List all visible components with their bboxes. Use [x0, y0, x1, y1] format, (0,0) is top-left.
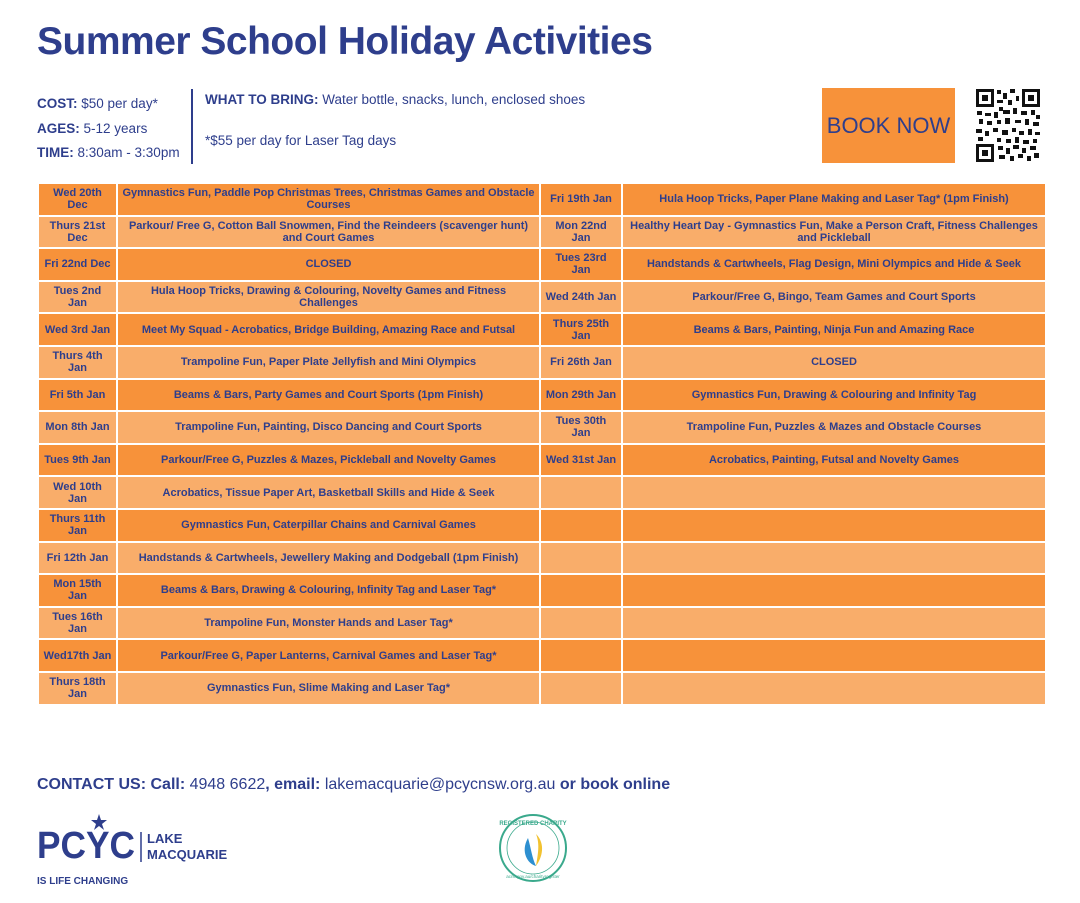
- price-note: *$55 per day for Laser Tag days: [205, 133, 397, 148]
- table-row: [38, 639, 1046, 672]
- date-cell: Thurs 25th Jan: [540, 313, 622, 346]
- activity-cell: Parkour/Free G, Paper Lanterns, Carnival Games and Laser Tag*: [117, 639, 540, 672]
- info-divider: [191, 89, 193, 164]
- date-cell: Fri 12th Jan: [38, 542, 117, 575]
- cost-value: $50 per day*: [81, 96, 158, 111]
- activity-cell: Healthy Heart Day - Gymnastics Fun, Make a Person Craft, Fitness Challenges and Pickleball: [622, 216, 1046, 249]
- table-row: [38, 216, 1046, 249]
- date-cell: [540, 607, 622, 640]
- date-cell: [540, 672, 622, 705]
- date-cell: Fri 5th Jan: [38, 379, 117, 412]
- contact-line: [37, 776, 670, 794]
- logo-sub2: MACQUARIE: [147, 847, 228, 862]
- activity-cell: [622, 672, 1046, 705]
- table-row: [38, 444, 1046, 477]
- date-cell: Tues 16th Jan: [38, 607, 117, 640]
- email-link[interactable]: lakemacquarie@pcycnsw.org.au: [324, 776, 556, 793]
- registered-charity-badge-icon: [498, 808, 568, 888]
- svg-text:REGISTERED CHARITY: REGISTERED CHARITY: [499, 821, 567, 827]
- date-cell: Mon 15th Jan: [38, 574, 117, 607]
- date-cell: Thurs 18th Jan: [38, 672, 117, 705]
- date-cell: [540, 574, 622, 607]
- table-row: [38, 281, 1046, 314]
- email-label: , email:: [265, 776, 321, 793]
- date-cell: Fri 26th Jan: [540, 346, 622, 379]
- activity-cell: Beams & Bars, Painting, Ninja Fun and Amazing Race: [622, 313, 1046, 346]
- time-label: TIME:: [37, 145, 74, 160]
- activity-cell: CLOSED: [117, 248, 540, 281]
- date-cell: Thurs 11th Jan: [38, 509, 117, 542]
- table-row: [38, 476, 1046, 509]
- date-cell: Tues 2nd Jan: [38, 281, 117, 314]
- table-row: [38, 607, 1046, 640]
- activity-cell: Gymnastics Fun, Paddle Pop Christmas Trees, Christmas Games and Obstacle Courses: [117, 183, 540, 216]
- book-now-button[interactable]: BOOK NOW: [822, 88, 955, 163]
- activity-cell: [622, 509, 1046, 542]
- activity-cell: Trampoline Fun, Painting, Disco Dancing and Court Sports: [117, 411, 540, 444]
- ages-value: 5-12 years: [83, 120, 148, 136]
- date-cell: Thurs 4th Jan: [38, 346, 117, 379]
- schedule-table: [37, 182, 1047, 706]
- pcyc-logo: [37, 812, 237, 888]
- date-cell: Fri 19th Jan: [540, 183, 622, 216]
- page-title: Summer School Holiday Activities: [37, 20, 653, 63]
- ages-line: [37, 117, 180, 142]
- time-line: [37, 141, 180, 166]
- table-row: [38, 313, 1046, 346]
- activity-cell: Trampoline Fun, Paper Plate Jellyfish and Mini Olympics: [117, 346, 540, 379]
- activity-cell: [622, 639, 1046, 672]
- svg-text:PCYC: PCYC: [37, 825, 135, 867]
- activity-cell: Parkour/Free G, Puzzles & Mazes, Pickleball and Novelty Games: [117, 444, 540, 477]
- call-label: Call:: [150, 776, 186, 793]
- qr-code-icon[interactable]: [975, 88, 1041, 163]
- activity-cell: Gymnastics Fun, Drawing & Colouring and Infinity Tag: [622, 379, 1046, 412]
- bring-value: Water bottle, snacks, lunch, enclosed shoes: [322, 92, 586, 107]
- activity-cell: Acrobatics, Tissue Paper Art, Basketball Skills and Hide & Seek: [117, 476, 540, 509]
- activity-cell: Acrobatics, Painting, Futsal and Novelty Games: [622, 444, 1046, 477]
- activity-cell: Trampoline Fun, Monster Hands and Laser Tag*: [117, 607, 540, 640]
- bring-label: WHAT TO BRING:: [205, 92, 319, 107]
- activity-cell: Trampoline Fun, Puzzles & Mazes and Obstacle Courses: [622, 411, 1046, 444]
- logo-tagline: IS LIFE CHANGING: [37, 876, 129, 887]
- ages-label: AGES:: [37, 120, 80, 136]
- table-row: [38, 672, 1046, 705]
- pcyc-logo-mark: [37, 814, 135, 867]
- date-cell: Fri 22nd Dec: [38, 248, 117, 281]
- activity-cell: [622, 607, 1046, 640]
- date-cell: Mon 8th Jan: [38, 411, 117, 444]
- date-cell: Tues 23rd Jan: [540, 248, 622, 281]
- activity-cell: Handstands & Cartwheels, Flag Design, Mini Olympics and Hide & Seek: [622, 248, 1046, 281]
- activity-cell: [622, 476, 1046, 509]
- activity-cell: Beams & Bars, Drawing & Colouring, Infinity Tag and Laser Tag*: [117, 574, 540, 607]
- cost-label: COST:: [37, 96, 78, 111]
- table-row: [38, 346, 1046, 379]
- date-cell: Wed17th Jan: [38, 639, 117, 672]
- activity-cell: Hula Hoop Tricks, Drawing & Colouring, Novelty Games and Fitness Challenges: [117, 281, 540, 314]
- date-cell: Wed 3rd Jan: [38, 313, 117, 346]
- table-row: [38, 379, 1046, 412]
- activity-cell: Beams & Bars, Party Games and Court Sports (1pm Finish): [117, 379, 540, 412]
- bring-line: [205, 92, 585, 107]
- table-row: [38, 183, 1046, 216]
- activity-cell: Hula Hoop Tricks, Paper Plane Making and Laser Tag* (1pm Finish): [622, 183, 1046, 216]
- date-cell: Wed 31st Jan: [540, 444, 622, 477]
- date-cell: [540, 509, 622, 542]
- table-row: [38, 574, 1046, 607]
- date-cell: Wed 10th Jan: [38, 476, 117, 509]
- info-right: [205, 92, 585, 148]
- date-cell: Tues 30th Jan: [540, 411, 622, 444]
- svg-text:acnc.gov.au/charityregister: acnc.gov.au/charityregister: [506, 874, 560, 879]
- activity-cell: Parkour/ Free G, Cotton Ball Snowmen, Find the Reindeers (scavenger hunt) and Court Games: [117, 216, 540, 249]
- date-cell: Wed 24th Jan: [540, 281, 622, 314]
- activity-cell: Gymnastics Fun, Caterpillar Chains and Carnival Games: [117, 509, 540, 542]
- cost-line: [37, 92, 180, 117]
- date-cell: Mon 22nd Jan: [540, 216, 622, 249]
- table-row: [38, 509, 1046, 542]
- book-online-link[interactable]: or book online: [559, 776, 671, 793]
- date-cell: Wed 20th Dec: [38, 183, 117, 216]
- info-left: [37, 92, 180, 166]
- activity-cell: Handstands & Cartwheels, Jewellery Making and Dodgeball (1pm Finish): [117, 542, 540, 575]
- logo-sub1: LAKE: [147, 831, 183, 846]
- date-cell: [540, 542, 622, 575]
- contact-label: CONTACT US:: [37, 776, 147, 793]
- time-value: 8:30am - 3:30pm: [77, 145, 180, 160]
- activity-cell: Meet My Squad - Acrobatics, Bridge Building, Amazing Race and Futsal: [117, 313, 540, 346]
- date-cell: Tues 9th Jan: [38, 444, 117, 477]
- activity-cell: CLOSED: [622, 346, 1046, 379]
- table-row: [38, 411, 1046, 444]
- activity-cell: Gymnastics Fun, Slime Making and Laser Tag*: [117, 672, 540, 705]
- activity-cell: [622, 542, 1046, 575]
- phone-number[interactable]: 4948 6622: [189, 776, 266, 793]
- table-row: [38, 542, 1046, 575]
- activity-cell: Parkour/Free G, Bingo, Team Games and Court Sports: [622, 281, 1046, 314]
- date-cell: Mon 29th Jan: [540, 379, 622, 412]
- date-cell: Thurs 21st Dec: [38, 216, 117, 249]
- table-row: [38, 248, 1046, 281]
- date-cell: [540, 639, 622, 672]
- date-cell: [540, 476, 622, 509]
- activity-cell: [622, 574, 1046, 607]
